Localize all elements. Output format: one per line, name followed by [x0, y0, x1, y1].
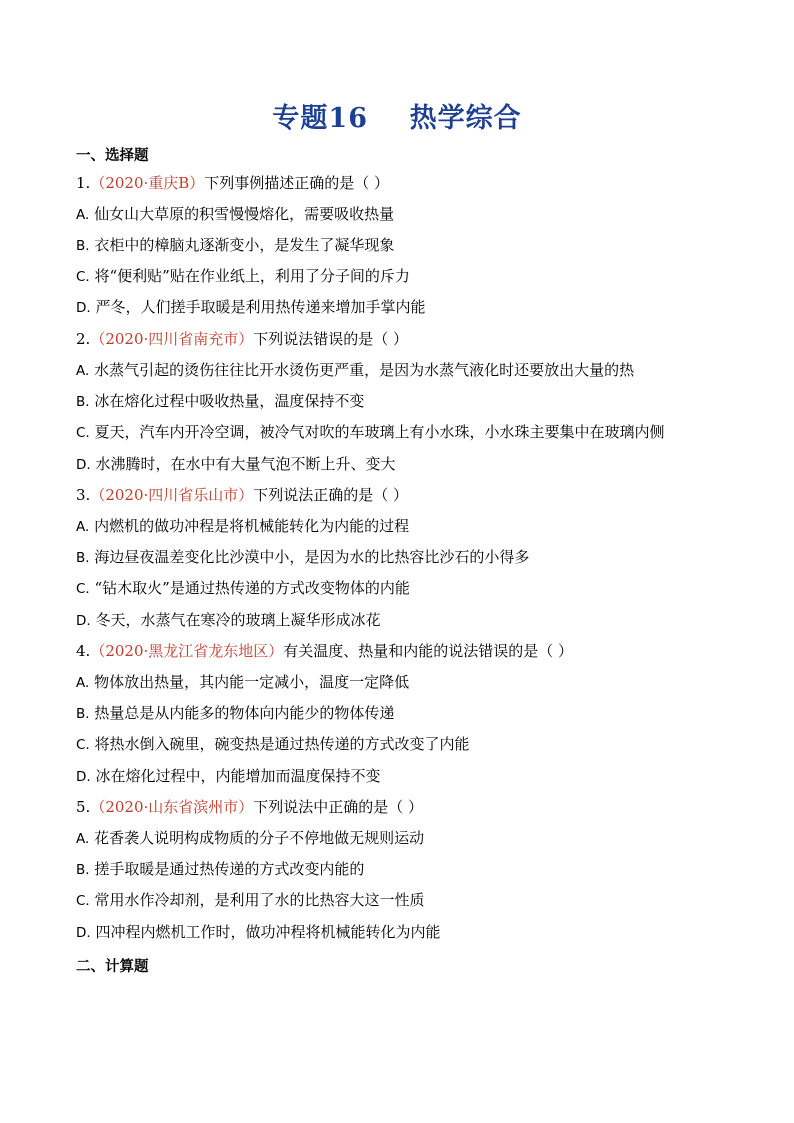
option-letter: B. — [76, 550, 90, 566]
option-line — [76, 922, 440, 943]
question-stem — [76, 485, 408, 505]
question-text: 下列说法正确的是（ ） — [253, 486, 409, 504]
option-letter: B. — [76, 862, 90, 878]
question-text: 有关温度、热量和内能的说法错误的是（ ） — [283, 642, 574, 660]
question-stem — [76, 329, 408, 349]
question-text: 下列说法错误的是（ ） — [253, 330, 409, 348]
option-letter: C. — [76, 893, 90, 909]
option-line — [76, 890, 425, 911]
option-line — [76, 422, 665, 443]
option-line — [76, 547, 529, 568]
option-line — [76, 703, 394, 724]
option-line — [76, 454, 395, 475]
option-letter: D. — [76, 613, 91, 629]
option-text: 搓手取暖是通过热传递的方式改变内能的 — [94, 860, 365, 878]
option-line — [76, 516, 409, 537]
option-line — [76, 360, 634, 381]
option-line — [76, 610, 380, 631]
option-text: 内燃机的做功冲程是将机械能转化为内能的过程 — [94, 517, 410, 535]
option-letter: A. — [76, 831, 90, 847]
option-text: 将热水倒入碗里，碗变热是通过热传递的方式改变了内能 — [94, 735, 470, 753]
option-letter: A. — [76, 675, 90, 691]
option-line — [76, 672, 409, 693]
option-text: 冰在熔化过程中吸收热量，温度保持不变 — [94, 392, 365, 410]
question-text: 下列事例描述正确的是（ ） — [204, 174, 390, 192]
section-heading-choice: 一、选择题 — [76, 148, 149, 164]
option-text: 水沸腾时，在水中有大量气泡不断上升、变大 — [95, 455, 396, 473]
question-source: （2020·黑龙江省龙东地区） — [90, 642, 284, 660]
option-line — [76, 391, 364, 412]
option-letter: D. — [76, 457, 91, 473]
option-text: 常用水作冷却剂，是利用了水的比热容大这一性质 — [94, 891, 425, 909]
question-number: 3. — [76, 486, 91, 504]
option-letter: A. — [76, 519, 90, 535]
option-letter: D. — [76, 925, 91, 941]
option-line — [76, 266, 410, 287]
option-text: 仙女山大草原的积雪慢慢熔化，需要吸收热量 — [94, 205, 395, 223]
option-text: 夏天，汽车内开冷空调，被冷气对吹的车玻璃上有小水珠，小水珠主要集中在玻璃内侧 — [94, 423, 665, 441]
question-source: （2020·重庆B） — [90, 174, 205, 192]
option-line — [76, 828, 424, 849]
option-letter: A. — [76, 207, 90, 223]
option-text: 物体放出热量，其内能一定减小，温度一定降低 — [94, 673, 410, 691]
option-letter: B. — [76, 238, 90, 254]
option-line — [76, 766, 380, 787]
option-text: 四冲程内燃机工作时，做功冲程将机械能转化为内能 — [95, 923, 441, 941]
option-letter: A. — [76, 363, 90, 379]
option-letter: B. — [76, 706, 90, 722]
section-heading-calculation: 二、计算题 — [76, 959, 149, 975]
option-text: 水蒸气引起的烫伤往往比开水烫伤更严重，是因为水蒸气液化时还要放出大量的热 — [94, 361, 635, 379]
option-text: 冬天，水蒸气在寒冷的玻璃上凝华形成冰花 — [95, 611, 381, 629]
option-letter: D. — [76, 769, 91, 785]
option-line — [76, 734, 470, 755]
option-text: 热量总是从内能多的物体向内能少的物体传递 — [94, 704, 395, 722]
question-number: 2. — [76, 330, 91, 348]
question-stem — [76, 797, 423, 817]
option-letter: C. — [76, 737, 90, 753]
question-number: 1. — [76, 174, 91, 192]
option-line — [76, 204, 394, 225]
option-text: 衣柜中的樟脑丸逐渐变小，是发生了凝华现象 — [94, 236, 395, 254]
option-letter: C. — [76, 581, 90, 597]
option-line — [76, 297, 425, 318]
option-letter: D. — [76, 300, 91, 316]
option-line — [76, 235, 394, 256]
option-text: 花香袭人说明构成物质的分子不停地做无规则运动 — [94, 829, 425, 847]
option-letter: C. — [76, 269, 90, 285]
option-letter: B. — [76, 394, 90, 410]
question-stem — [76, 173, 389, 193]
option-text: “钻木取火”是通过热传递的方式改变物体的内能 — [94, 579, 410, 597]
option-line — [76, 859, 364, 880]
option-letter: C. — [76, 425, 90, 441]
question-source: （2020·四川省南充市） — [90, 330, 254, 348]
question-text: 下列说法中正确的是（ ） — [253, 798, 424, 816]
option-line — [76, 578, 410, 599]
question-source: （2020·山东省滨州市） — [90, 798, 254, 816]
option-text: 冰在熔化过程中，内能增加而温度保持不变 — [95, 767, 381, 785]
question-number: 4. — [76, 642, 91, 660]
question-source: （2020·四川省乐山市） — [90, 486, 254, 504]
question-stem — [76, 641, 573, 661]
question-number: 5. — [76, 798, 91, 816]
page-title: 专题16 热学综合 — [272, 103, 522, 134]
option-text: 严冬，人们搓手取暖是利用热传递来增加手掌内能 — [95, 298, 426, 316]
option-text: 海边昼夜温差变化比沙漠中小，是因为水的比热容比沙石的小得多 — [94, 548, 530, 566]
option-text: 将“便利贴”贴在作业纸上，利用了分子间的斥力 — [94, 267, 410, 285]
